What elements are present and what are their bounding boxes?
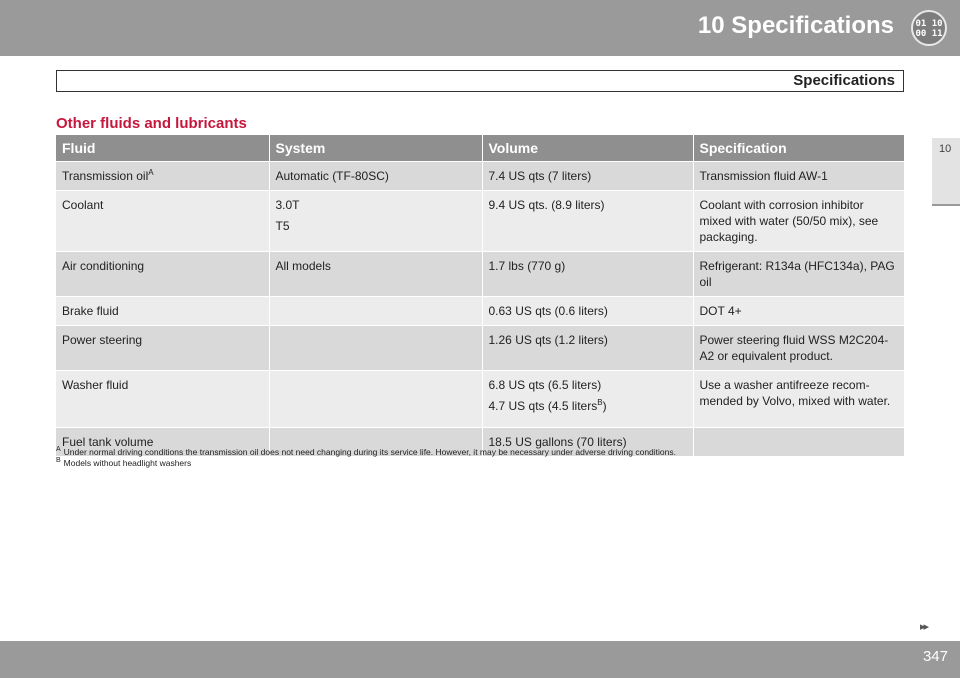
chapter-title: 10 Specifications — [697, 12, 894, 39]
table-row — [56, 252, 904, 297]
spec-cell: Power steering fluid WSS M2C204-A2 or equivalent product. — [693, 326, 904, 371]
system-cell — [269, 326, 482, 371]
table-row — [56, 371, 904, 428]
fluid-cell: Brake fluid — [56, 297, 269, 326]
table-row — [56, 326, 904, 371]
spec-cell: Refrigerant: R134a (HFC134a), PAG oil — [693, 252, 904, 297]
footnote-ref[interactable]: B — [597, 398, 603, 407]
table-row — [56, 162, 904, 191]
volume-cell: 0.63 US qts (0.6 liters) — [482, 297, 693, 326]
system-cell — [269, 297, 482, 326]
column-header: Specification — [693, 135, 904, 162]
footnote: $^A$ Under normal driving conditions the transmission oil does not need changing during its service life. However, it may be necessary under adverse driving conditions. — [56, 446, 676, 457]
spec-cell: Use a washer antifreeze recom-mended by Volvo, mixed with water. — [693, 371, 904, 428]
fluid-cell: Fuel tank volume — [56, 428, 269, 457]
footnotes — [56, 447, 916, 469]
system-cell — [269, 371, 482, 428]
column-header: Fluid — [56, 135, 269, 162]
footnote-ref[interactable]: A — [148, 168, 154, 177]
volume-cell: 1.26 US qts (1.2 liters) — [482, 326, 693, 371]
section-heading: Other fluids and lubricants — [56, 115, 247, 132]
next-page-arrows-icon[interactable]: ▸▸ — [920, 621, 928, 633]
volume-cell: 1.7 lbs (770 g) — [482, 252, 693, 297]
volume-cell: 18.5 US gallons (70 liters) — [482, 428, 693, 457]
system-cell: Automatic (TF-80SC) — [269, 162, 482, 191]
fluid-cell: Coolant — [56, 191, 269, 252]
fluid-cell: Washer fluid — [56, 371, 269, 428]
spec-cell: DOT 4+ — [693, 297, 904, 326]
volume-cell: 7.4 US qts (7 liters) — [482, 162, 693, 191]
fluid-cell: Air conditioning — [56, 252, 269, 297]
page-number: 347 — [922, 648, 948, 665]
table-header-row — [56, 135, 904, 162]
section-bar — [56, 70, 904, 92]
fluid-cell: Transmission oil$^A$ — [56, 162, 269, 191]
chapter-tab-label: 10 — [939, 143, 952, 155]
section-bar-title: Specifications — [793, 72, 895, 89]
table-row — [56, 297, 904, 326]
system-cell: All models — [269, 252, 482, 297]
system-cell: 3.0T T5 — [269, 191, 482, 252]
footer-bar — [0, 641, 960, 678]
volume-cell: 6.8 US qts (6.5 liters) 4.7 US qts (4.5 liters$^B$) — [482, 371, 693, 428]
binary-chapter-icon: 01 10 00 11 — [911, 10, 947, 46]
footnote: $^B$ Models without headlight washers — [56, 457, 192, 468]
volume-cell: 9.4 US qts. (8.9 liters) — [482, 191, 693, 252]
fluid-cell: Power steering — [56, 326, 269, 371]
spec-cell: Transmission fluid AW-1 — [693, 162, 904, 191]
fluids-table — [56, 135, 904, 456]
spec-cell: Coolant with corrosion inhibitor mixed with water (50/50 mix), see packaging. — [693, 191, 904, 252]
table-row — [56, 191, 904, 252]
column-header: Volume — [482, 135, 693, 162]
column-header: System — [269, 135, 482, 162]
